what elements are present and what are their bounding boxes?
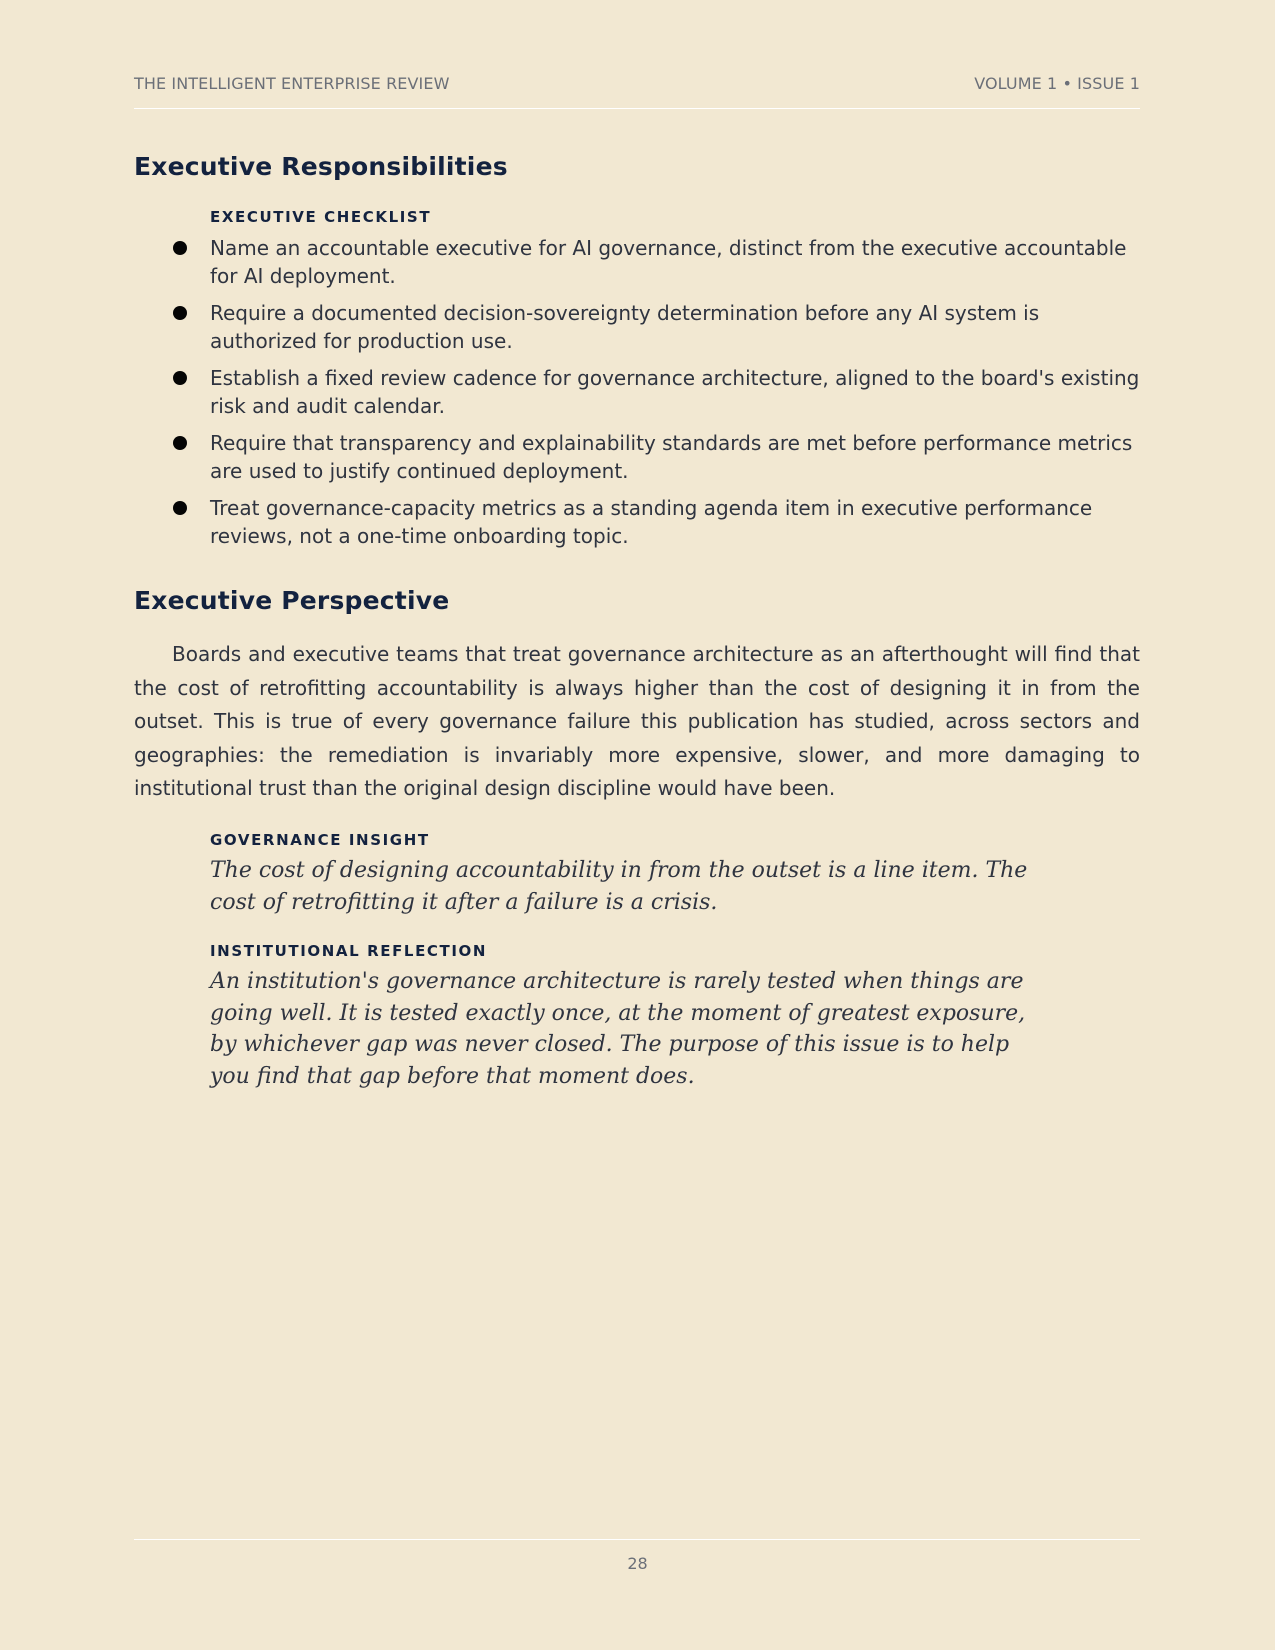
running-header — [134, 72, 1140, 109]
checklist-item-text: Name an accountable executive for AI governance, distinct from the executive accountable for AI deployment. — [210, 236, 1127, 288]
issue-label: VOLUME 1 • ISSUE 1 — [974, 74, 1140, 93]
checklist-item — [170, 364, 1140, 420]
executive-checklist — [170, 234, 1140, 559]
checklist-item — [170, 494, 1140, 550]
bullet-icon — [173, 306, 187, 320]
checklist-item-text: Establish a fixed review cadence for governance architecture, aligned to the board's existing risk and audit calendar. — [210, 366, 1140, 418]
insight-quote: The cost of designing accountability in from the outset is a line item. The cost of retrofitting it after a failure is a crisis. — [210, 858, 1028, 915]
bullet-icon — [173, 436, 187, 450]
checklist-item-text: Require that transparency and explainability standards are met before performance metrics are used to justify continued deployment. — [210, 431, 1133, 483]
reflection-quote: An institution's governance architecture is rarely tested when things are going well. It is tested exactly once, at the moment of greatest exposure, by whichever gap was never closed. The purpose of this issue is to help you find that gap before that moment does. — [210, 969, 1026, 1089]
checklist-item — [170, 234, 1140, 290]
checklist-item — [170, 299, 1140, 355]
reflection-label: INSTITUTIONAL REFLECTION — [210, 942, 488, 960]
checklist-item-text: Treat governance-capacity metrics as a standing agenda item in executive performance reviews, not a one-time onboarding topic. — [210, 496, 1093, 548]
publication-title: THE INTELLIGENT ENTERPRISE REVIEW — [134, 74, 450, 93]
page-number: 28 — [627, 1554, 648, 1573]
insight-label: GOVERNANCE INSIGHT — [210, 831, 430, 849]
section-heading-perspective: Executive Perspective — [134, 586, 450, 615]
checklist-item — [170, 429, 1140, 485]
checklist-item-text: Require a documented decision-sovereignty determination before any AI system is authorized for production use. — [210, 301, 1040, 353]
section-heading-responsibilities: Executive Responsibilities — [134, 152, 508, 181]
checklist-label: EXECUTIVE CHECKLIST — [210, 208, 432, 226]
footer-divider — [134, 1539, 1140, 1540]
bullet-icon — [173, 371, 187, 385]
perspective-paragraph: Boards and executive teams that treat governance architecture as an afterthought will find that the cost of retrofitting accountability is always higher than the cost of designing it in from the outset. This is true of every governance failure this publication has studied, across sectors and geographies: the remediation is invariably more expensive, slower, and more damaging to institutional trust than the original design discipline would have been. — [134, 642, 1140, 800]
bullet-icon — [173, 501, 187, 515]
bullet-icon — [173, 241, 187, 255]
